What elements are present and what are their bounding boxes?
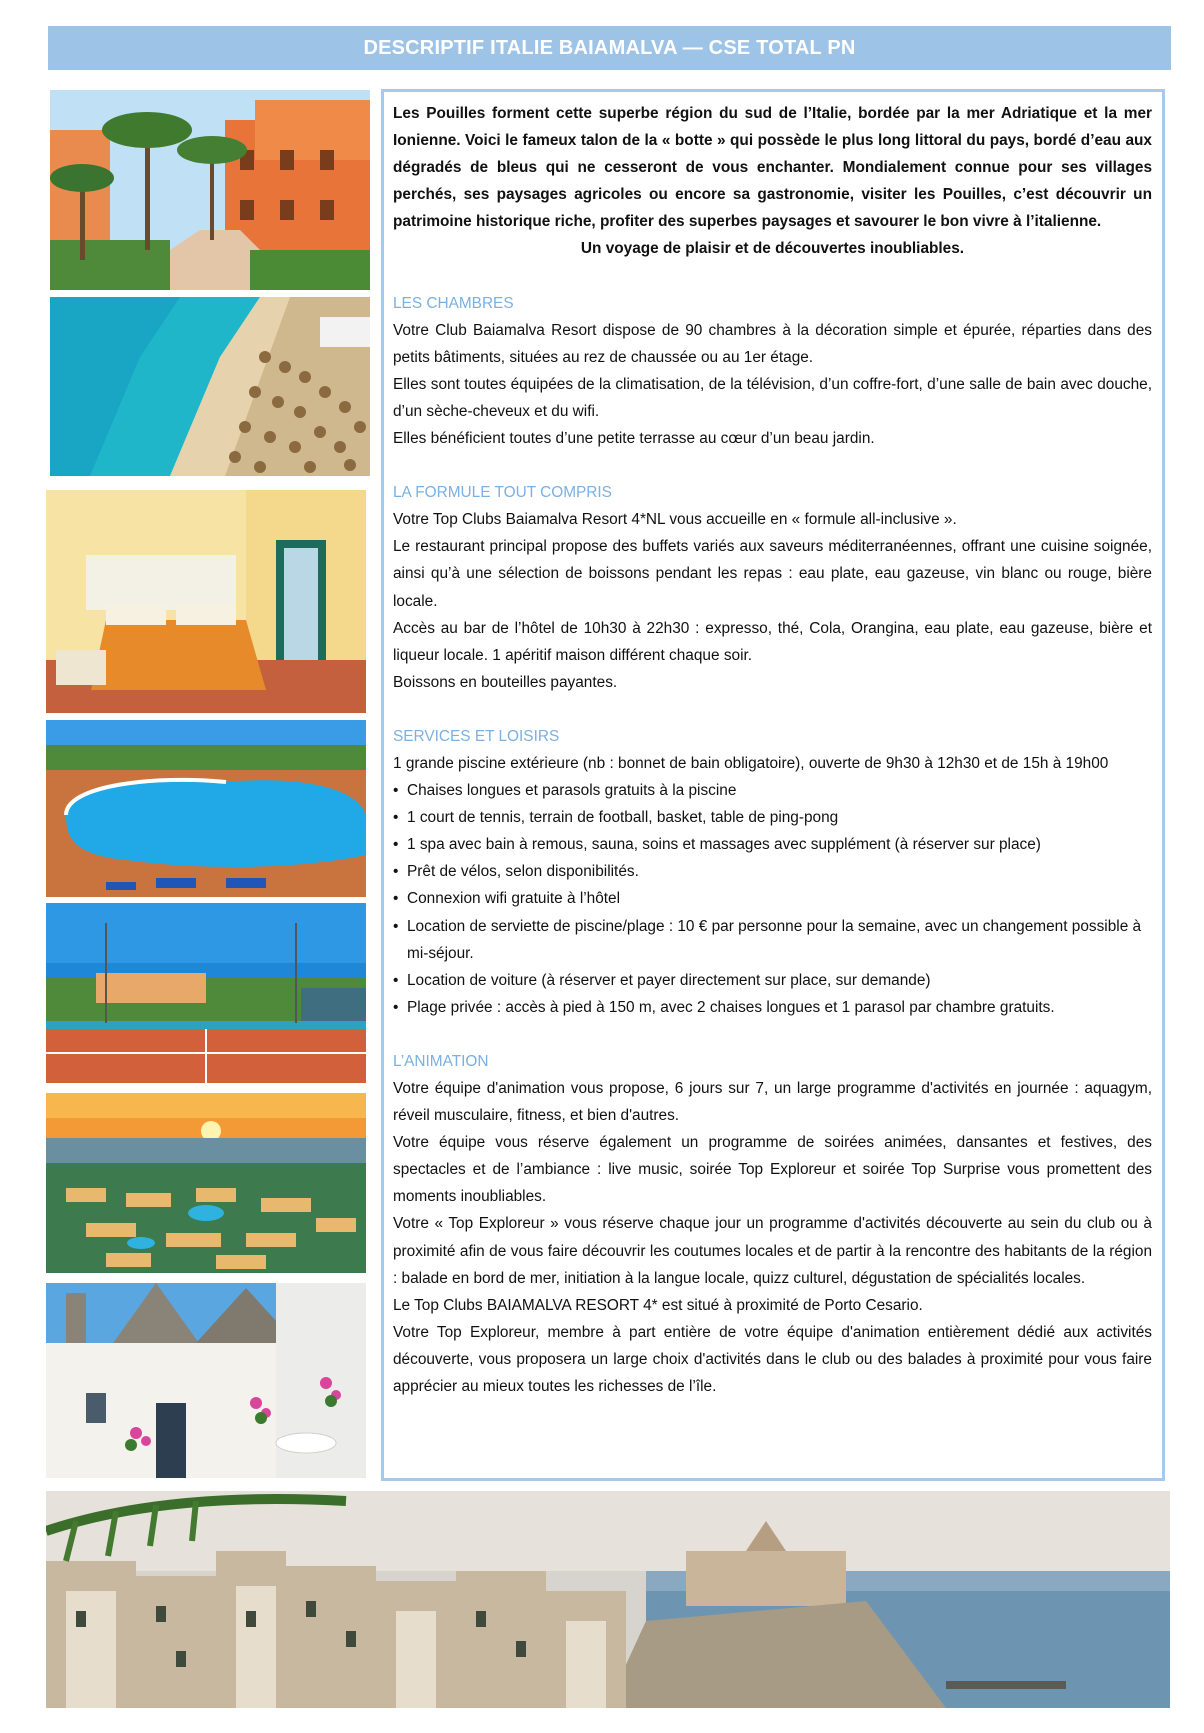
- animation-paragraph: Votre Top Exploreur, membre à part entière de votre équipe d'animation entièrement dédié aux activités découverte, vous proposera un large choix d'activités dans le club ou des balades à proximité pour vous faire apprécier au mieux toutes les richesses de l’île.: [393, 1323, 1152, 1396]
- photo-hotel-room: [46, 490, 366, 713]
- section-title-services: SERVICES ET LOISIRS: [393, 727, 560, 745]
- description-textbox: [381, 89, 1165, 1481]
- services-list-item: • Location de serviette de piscine/plage : 10 € par personne pour la semaine, avec un changement possible à mi-séjour.: [393, 913, 1152, 967]
- rooms-paragraph: Elles bénéficient toutes d’une petite terrasse au cœur d’un beau jardin.: [393, 430, 875, 448]
- services-list-item: • Connexion wifi gratuite à l’hôtel: [393, 885, 1152, 912]
- section-title-rooms: LES CHAMBRES: [393, 294, 514, 312]
- rooms-paragraph: Elles sont toutes équipées de la climatisation, de la télévision, d’un coffre-fort, d’une salle de bain avec douche, d’un sèche-cheveux et du wifi.: [393, 375, 1152, 420]
- rooms-paragraph: Votre Club Baiamalva Resort dispose de 90 chambres à la décoration simple et épurée, réparties dans des petits bâtiments, situées au rez de chaussée ou au 1er étage.: [393, 321, 1152, 366]
- all-inclusive-paragraph: Boissons en bouteilles payantes.: [393, 673, 618, 691]
- photo-trulli-houses: [46, 1283, 366, 1478]
- services-list-item: • Chaises longues et parasols gratuits à la piscine: [393, 777, 1152, 804]
- all-inclusive-paragraph: Votre Top Clubs Baiamalva Resort 4*NL vous accueille en « formule all-inclusive ».: [393, 511, 957, 529]
- photo-tennis-court: [46, 903, 366, 1083]
- all-inclusive-paragraph: Le restaurant principal propose des buffets variés aux saveurs méditerranéennes, offrant une cuisine soignée, ainsi qu’à une sélection de boissons pendant les repas : eau plate, eau gazeuse, vin blanc ou rouge, bière locale.: [393, 538, 1152, 610]
- intro-paragraph: Les Pouilles forment cette superbe région du sud de l’Italie, bordée par la mer Adriatique et la mer Ionienne. Voici le fameux talon de la « botte » qui possède le plus long littoral du pays, bordé d’eau aux dégradés de bleus qui ne cesseront de vous enchanter. Mondialement connue pour ses villages perchés, ses paysages agricoles ou encore sa gastronomie, visiter les Pouilles, c’est découvrir un patrimoine historique riche, profiter des superbes paysages et savourer le bon vivre à l’italienne.: [393, 105, 1152, 231]
- section-title-animation: L’ANIMATION: [393, 1052, 489, 1070]
- page-title-banner: [48, 26, 1171, 70]
- services-intro: 1 grande piscine extérieure (nb : bonnet de bain obligatoire), ouverte de 9h30 à 12h30 et de 15h à 19h00: [393, 754, 1109, 772]
- page-title: DESCRIPTIF ITALIE BAIAMALVA — CSE TOTAL PN: [363, 36, 856, 59]
- all-inclusive-paragraph: Accès au bar de l’hôtel de 10h30 à 22h30 : expresso, thé, Cola, Orangina, eau plate, eau gazeuse, bière et liqueur locale. 1 apéritif maison différent chaque soir.: [393, 619, 1152, 664]
- section-title-all-inclusive: LA FORMULE TOUT COMPRIS: [393, 484, 612, 502]
- intro-tagline: Un voyage de plaisir et de découvertes inoubliables.: [580, 240, 965, 258]
- animation-paragraph: Le Top Clubs BAIAMALVA RESORT 4* est situé à proximité de Porto Cesario.: [393, 1296, 923, 1314]
- photo-sunset-aerial: [46, 1093, 366, 1273]
- services-list-item: • Plage privée : accès à pied à 150 m, avec 2 chaises longues et 1 parasol par chambre gratuits.: [393, 994, 1152, 1021]
- animation-paragraph: Votre équipe vous réserve également un programme de soirées animées, dansantes et festives, des spectacles et de l’ambiance : live music, soirée Top Exploreur et soirée Top Surprise vous promettent des moments inoubliables.: [393, 1134, 1152, 1206]
- services-list: [393, 777, 1152, 1021]
- services-list-item: • Prêt de vélos, selon disponibilités.: [393, 858, 1152, 885]
- photo-swimming-pool: [46, 720, 366, 897]
- animation-paragraph: Votre « Top Exploreur » vous réserve chaque jour un programme d'activités découverte au sein du club ou à proximité afin de vous faire découvrir les coutumes locales et de partir à la rencontre des habitants de la région : balade en bord de mer, initiation à la langue locale, quizz culturel, dégustation de spécialités locales.: [393, 1215, 1152, 1287]
- services-list-item: • 1 spa avec bain à remous, sauna, soins et massages avec supplément (à réserver sur place): [393, 831, 1152, 858]
- photo-coastal-town-panorama: [46, 1491, 1170, 1708]
- animation-paragraph: Votre équipe d'animation vous propose, 6 jours sur 7, un large programme d'activités en journée : aquagym, réveil musculaire, fitness, et bien d'autres.: [393, 1080, 1152, 1125]
- services-list-item: • Location de voiture (à réserver et payer directement sur place, sur demande): [393, 967, 1152, 994]
- services-list-item: • 1 court de tennis, terrain de football, basket, table de ping-pong: [393, 804, 1152, 831]
- photo-beach-parasols: [50, 297, 370, 476]
- photo-resort-walkway: [50, 90, 370, 290]
